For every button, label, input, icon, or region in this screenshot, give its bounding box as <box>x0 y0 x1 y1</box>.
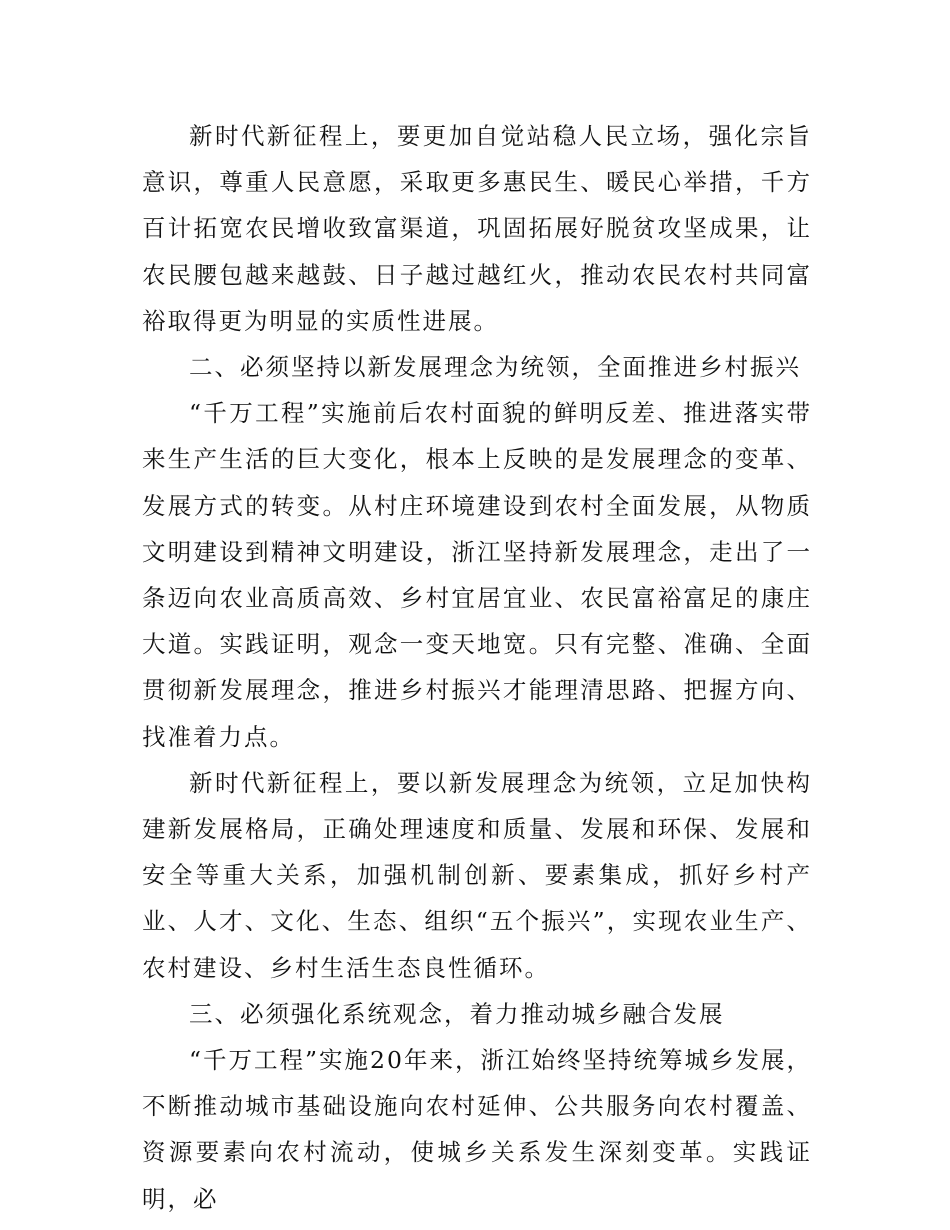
section-heading: 三、必须强化系统观念，着力推动城乡融合发展 <box>189 999 725 1028</box>
section-heading: 二、必须坚持以新发展理念为统领，全面推进乡村振兴 <box>189 353 801 382</box>
document-body <box>142 113 812 1222</box>
paragraph: 新时代新征程上，要更加自觉站稳人民立场，强化宗旨意识，尊重人民意愿，采取更多惠民生、暖民心举措，千方百计拓宽农民增收致富渠道，巩固拓展好脱贫攻坚成果，让农民腰包越来越鼓、日子越过越红火，推动农民农村共同富裕取得更为明显的实质性进展。 <box>142 122 812 335</box>
paragraph: “千万工程”实施前后农村面貌的鲜明反差、推进落实带来生产生活的巨大变化，根本上反映的是发展理念的变革、发展方式的转变。从村庄环境建设到农村全面发展，从物质文明建设到精神文明建设，浙江坚持新发展理念，走出了一条迈向农业高质高效、乡村宜居宜业、农民富裕富足的康庄大道。实践证明，观念一变天地宽。只有完整、准确、全面贯彻新发展理念，推进乡村振兴才能理清思路、把握方向、找准着力点。 <box>142 399 812 751</box>
paragraph: “千万工程”实施20年来，浙江始终坚持统筹城乡发展，不断推动城市基础设施向农村延伸、公共服务向农村覆盖、资源要素向农村流动，使城乡关系发生深刻变革。实践证明，必 <box>142 1046 812 1213</box>
paragraph: 新时代新征程上，要以新发展理念为统领，立足加快构建新发展格局，正确处理速度和质量、发展和环保、发展和安全等重大关系，加强机制创新、要素集成，抓好乡村产业、人才、文化、生态、组织“五个振兴”，实现农业生产、农村建设、乡村生活生态良性循环。 <box>142 768 812 982</box>
